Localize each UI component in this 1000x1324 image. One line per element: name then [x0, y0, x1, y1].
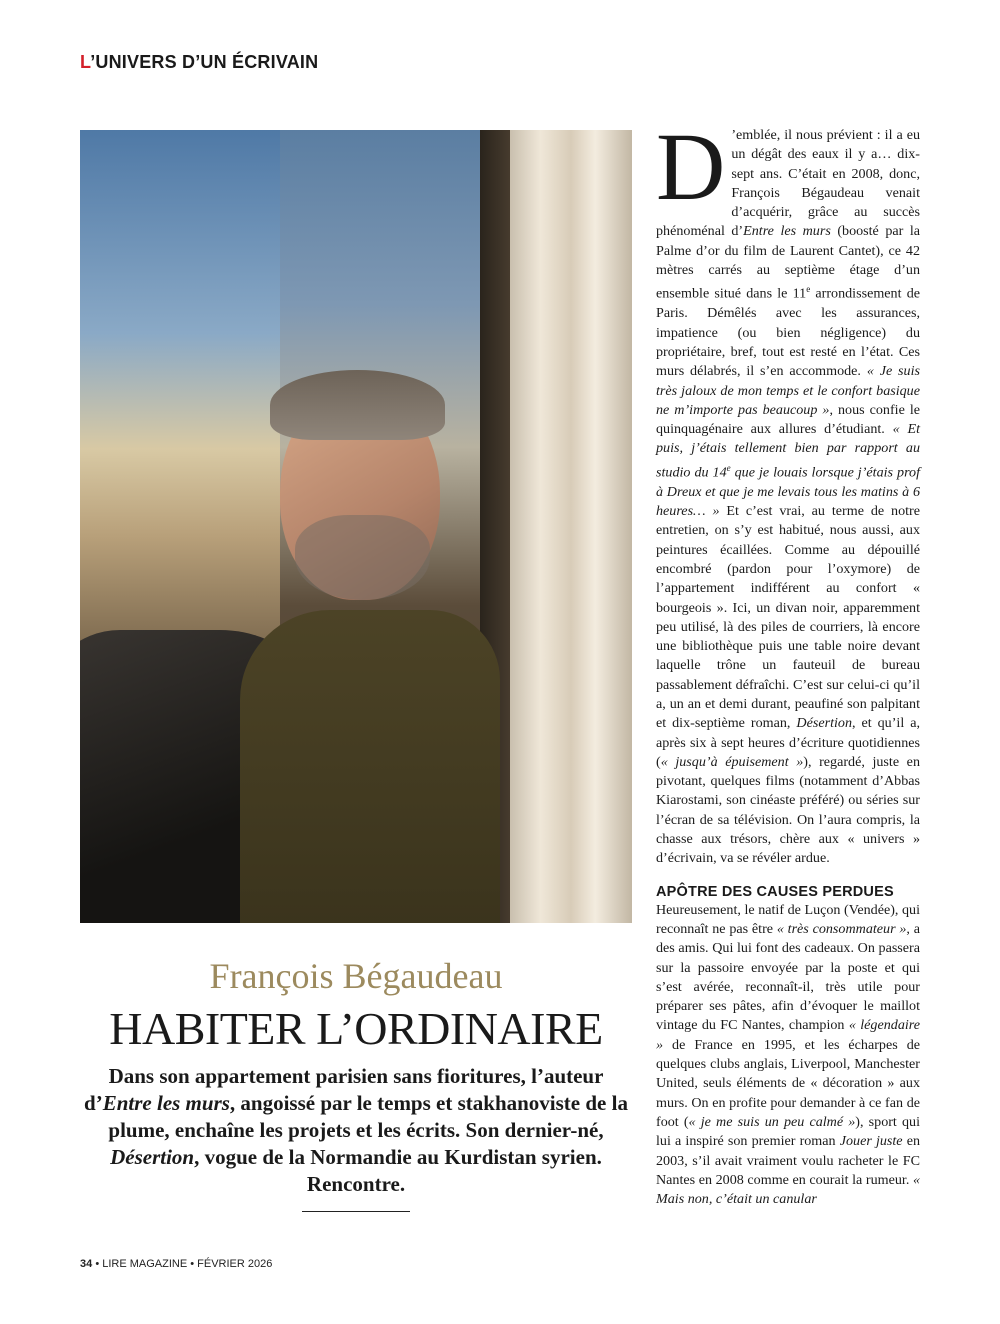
paragraph-2: Heureusement, le natif de Luçon (Vendée), qui reconnaît ne pas être « très consommateur », a des amis. Qui lui font des cadeaux. On passera sur la passoire envoyée par la poste et qui s’est avérée, reconnaît-il, très utile pour préparer ses pâtes, afin d’évoquer le maillot vintage du FC Nantes, champion « légendaire » de France en 1995, et les écharpes de quelques clubs anglais, Liverpool, Manchester United, seuls éléments de « décoration » aux murs. On en profite pour demander à ce fan de foot (« je me suis un peu calmé »), sport qui lui a inspiré son premier roman Jouer juste en 2003, s’il avait vraiment voulu racheter le FC Nantes en 2008 comme en courait la rumeur. « Mais non, c’était un canular	[656, 901, 921, 1208]
divider-rule	[302, 1211, 410, 1212]
page-number: 34	[80, 1258, 93, 1270]
article-kicker: François Bégaudeau	[209, 956, 503, 996]
page-footer	[80, 1258, 272, 1270]
section-label	[80, 52, 318, 73]
magazine-issue: • LIRE MAGAZINE • FÉVRIER 2026	[95, 1258, 273, 1270]
article-headline: HABITER L’ORDINAIRE	[109, 1003, 603, 1054]
paragraph-1: D ’emblée, il nous prévient : il a eu un dégât des eaux il y a… dix-sept ans. C’était en 2008, donc, François Bégaudeau venait d’acquérir, grâce au succès phénoménal d’Entre les murs (boosté par la Palme d’or du film de Laurent Cantet), ce 42 mètres carrés au septième étage d’un ensemble situé dans le 11e arrondissement de Paris. Démêlés avec les assurances, impatience (ou bien négligence) du propriétaire, bref, tout est resté en l’état. Ces murs délabrés, il s’en accommode. « Je suis très jaloux de mon temps et le confort basique ne m’importe pas beaucoup », nous confie le quinquagénaire aux allures d’étudiant. « Et puis, j’étais tellement bien par rapport au studio du 14e que je louais lorsque j’étais prof à Dreux et que je me levais tous les matins à 6 heures… » Et c’est vrai, au terme de notre entretien, on s’y est habitué, nous aussi, aux peintures écaillées. Comme au dépouillé encombré (pardon pour l’oxymore) de l’appartement indifférent au confort « bourgeois ». Ici, un divan noir, apparemment peu utilisé, là des piles de courriers, là encore une bibliothèque puis une table noire devant laquelle trône un fauteuil de bureau passablement défraîchi. C’est sur celui-ci qu’il a, un an et demi durant, peaufiné son palpitant et dix-septième roman, Désertion, et qu’il a, après six à sept heures d’écriture quotidiennes (« jusqu’à épuisement »), regardé, juste en pivotant, quelques films (notamment d’Abbas Kiarostami, son cinéaste préféré) ou séries sur l’écran de sa télévision. On l’aura compris, la chasse aux trésors, chère aux « univers » d’écrivain, va se révéler ardue.	[656, 113, 921, 867]
section-label-initial: L	[80, 52, 91, 72]
article-body	[656, 113, 921, 1209]
article-subhead: APÔTRE DES CAUSES PERDUES	[656, 883, 894, 900]
article-standfirst: Dans son appartement parisien sans fioritures, l’auteur d’Entre les murs, angoissé par le temps et stakhanoviste de la plume, enchaîne les projets et les écrits. Son dernier-né, Désertion, vogue de la Normandie au Kurdistan syrien. Rencontre.	[84, 1064, 628, 1196]
section-label-text: ’UNIVERS D’UN ÉCRIVAIN	[90, 52, 319, 72]
author-portrait-photo	[80, 130, 632, 923]
drop-cap: D	[656, 113, 726, 220]
